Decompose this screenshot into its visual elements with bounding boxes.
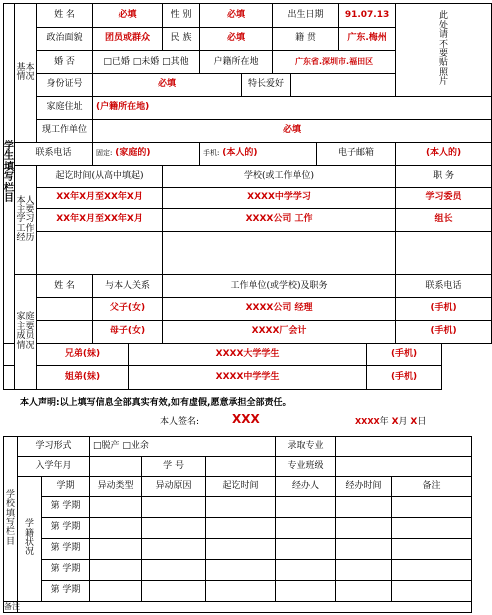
basic-info-group-label	[15, 4, 37, 143]
family-name[interactable]	[4, 366, 15, 390]
signature-label: 本人签名:	[160, 417, 200, 427]
month-unit: 月	[398, 417, 408, 427]
resume-row	[4, 232, 492, 275]
enroll-date-label: 入学年月	[18, 457, 90, 477]
email-value[interactable]: (本人的)	[396, 143, 492, 166]
major-label: 录取专业	[276, 437, 336, 457]
signature-value[interactable]: XXX	[232, 412, 260, 426]
marriage-label: 婚 否	[37, 51, 93, 74]
status-cell[interactable]	[142, 539, 206, 560]
status-cell[interactable]	[276, 497, 336, 518]
status-row	[4, 560, 472, 581]
status-cell[interactable]	[206, 539, 276, 560]
resume-time[interactable]	[37, 232, 163, 275]
status-row	[4, 497, 472, 518]
status-term: 第 学期	[42, 581, 90, 602]
status-header-type: 异动类型	[90, 477, 142, 497]
status-header-reason: 异动原因	[142, 477, 206, 497]
family-row	[4, 366, 492, 390]
family-name[interactable]	[37, 298, 93, 321]
status-cell[interactable]	[206, 518, 276, 539]
mobile-phone-field[interactable]	[200, 143, 317, 166]
resume-place[interactable]	[163, 232, 396, 275]
family-relation[interactable]: 母子(女)	[93, 320, 163, 343]
hukou-label: 户籍所在地	[200, 51, 273, 74]
status-cell[interactable]	[392, 497, 472, 518]
status-cell[interactable]	[90, 539, 142, 560]
family-group-text: 家庭主要成员情况	[16, 312, 35, 351]
family-header-phone: 联系电话	[396, 275, 492, 298]
home-phone-field[interactable]	[93, 143, 200, 166]
status-header-handle-time: 经办时间	[336, 477, 392, 497]
family-header-relation: 与本人关系	[93, 275, 163, 298]
resume-header-role: 职 务	[396, 166, 492, 188]
family-phone[interactable]: (手机)	[396, 320, 492, 343]
resume-role[interactable]: 学习委员	[396, 187, 492, 209]
status-cell[interactable]	[90, 560, 142, 581]
date-year: XXXX	[355, 417, 380, 426]
status-cell[interactable]	[90, 497, 142, 518]
family-name[interactable]	[37, 320, 93, 343]
status-cell[interactable]	[276, 581, 336, 602]
address-value[interactable]: (户籍所在地)	[93, 96, 492, 119]
status-cell[interactable]	[392, 539, 472, 560]
student-section-title	[4, 4, 15, 344]
status-cell[interactable]	[392, 581, 472, 602]
family-relation[interactable]: 兄弟(妹)	[37, 343, 129, 366]
enroll-date-value[interactable]	[90, 457, 142, 477]
family-relation[interactable]: 父子(女)	[93, 298, 163, 321]
ethnic-label: 民 族	[163, 27, 200, 51]
resume-role[interactable]: 组长	[396, 209, 492, 232]
remarks-value[interactable]	[18, 602, 472, 613]
address-label: 家庭住址	[37, 96, 93, 119]
resume-time[interactable]: XX年X月至XX年X月	[37, 209, 163, 232]
remarks-label: 备注	[4, 601, 20, 611]
family-relation[interactable]: 姐弟(妹)	[37, 366, 129, 390]
status-header-handler: 经办人	[276, 477, 336, 497]
family-phone[interactable]: (手机)	[367, 366, 442, 390]
mobile-phone-value: (本人的)	[222, 148, 258, 159]
status-cell[interactable]	[142, 581, 206, 602]
status-cell[interactable]	[276, 539, 336, 560]
resume-header-time: 起讫时间(从高中填起)	[37, 166, 163, 188]
status-header-term: 学期	[42, 477, 90, 497]
mobile-phone-prefix: 手机:	[203, 149, 220, 158]
declaration-text: 本人声明:以上填写信息全部真实有效,如有虚假,愿意承担全部责任。	[20, 398, 292, 408]
family-phone[interactable]: (手机)	[396, 298, 492, 321]
id-number-label: 身份证号	[37, 74, 93, 97]
id-number-value[interactable]: 必填	[93, 74, 242, 97]
family-row	[4, 320, 492, 343]
name-value[interactable]: 必填	[93, 4, 163, 28]
status-cell[interactable]	[392, 560, 472, 581]
family-work[interactable]: XXXX中学学生	[129, 366, 367, 390]
native-place-value[interactable]: 广东.梅州	[339, 27, 396, 51]
family-group-label	[15, 275, 37, 390]
status-header-remarks: 备注	[392, 477, 472, 497]
status-term: 第 学期	[42, 518, 90, 539]
home-phone-prefix: 固定:	[96, 149, 113, 158]
resume-row	[4, 209, 492, 232]
status-term: 第 学期	[42, 539, 90, 560]
name-label: 姓 名	[37, 4, 93, 28]
status-cell[interactable]	[142, 560, 206, 581]
status-row	[4, 539, 472, 560]
student-id-value[interactable]	[206, 457, 276, 477]
hobby-label: 特长爱好	[242, 74, 291, 97]
marriage-options[interactable]: □已婚 □未婚 □其他	[93, 51, 200, 74]
resume-time[interactable]: XX年X月至XX年X月	[37, 187, 163, 209]
status-header-period: 起讫时间	[206, 477, 276, 497]
status-row	[4, 581, 472, 602]
status-cell[interactable]	[276, 560, 336, 581]
ethnic-value[interactable]: 必填	[200, 27, 273, 51]
status-cell[interactable]	[206, 581, 276, 602]
gender-label: 性 别	[163, 4, 200, 28]
student-id-label: 学 号	[142, 457, 206, 477]
family-work[interactable]: XXXX厂会计	[163, 320, 396, 343]
photo-note: 此处请不要贴照片	[439, 11, 449, 88]
status-cell[interactable]	[142, 518, 206, 539]
status-cell[interactable]	[336, 560, 392, 581]
family-phone[interactable]: (手机)	[367, 343, 442, 366]
status-cell[interactable]	[392, 518, 472, 539]
email-label: 电子邮箱	[317, 143, 396, 166]
student-section-title-text: 学生填写栏目	[4, 140, 14, 205]
school-section-title	[4, 437, 18, 602]
status-cell[interactable]	[206, 560, 276, 581]
family-header-work: 工作单位(或学校)及职务	[163, 275, 396, 298]
hobby-value[interactable]	[291, 74, 396, 97]
status-cell[interactable]	[336, 539, 392, 560]
resume-group-text: 本人主要学习工作经历	[16, 195, 35, 244]
school-section-table	[3, 436, 472, 613]
family-work[interactable]: XXXX公司 经理	[163, 298, 396, 321]
status-row	[4, 518, 472, 539]
status-cell[interactable]	[90, 518, 142, 539]
family-row	[4, 343, 492, 366]
study-form-label: 学习形式	[18, 437, 90, 457]
family-header-name: 姓 名	[37, 275, 93, 298]
class-label: 专业班级	[276, 457, 336, 477]
day-unit: 日	[417, 417, 427, 427]
status-cell[interactable]	[206, 497, 276, 518]
resume-role[interactable]	[396, 232, 492, 275]
resume-header-place: 学校(或工作单位)	[163, 166, 396, 188]
family-work[interactable]: XXXX大学学生	[129, 343, 367, 366]
status-group-text: 学籍状况	[24, 519, 34, 558]
status-cell[interactable]	[276, 518, 336, 539]
family-name[interactable]	[4, 343, 15, 366]
status-cell[interactable]	[336, 518, 392, 539]
home-phone-value: (家庭的)	[115, 148, 151, 159]
status-term: 第 学期	[42, 560, 90, 581]
hukou-value[interactable]: 广东省.深圳市.福田区	[273, 51, 396, 74]
phone-label: 联系电话	[15, 143, 93, 166]
politics-value[interactable]: 团员或群众	[93, 27, 163, 51]
employer-label: 现工作单位	[37, 119, 93, 143]
birth-date-value[interactable]: 91.07.13	[339, 4, 396, 28]
photo-area[interactable]	[396, 4, 492, 97]
major-value[interactable]	[336, 437, 472, 457]
resume-place[interactable]: XXXX中学学习	[163, 187, 396, 209]
study-form-options[interactable]: □脱产 □业余	[90, 437, 276, 457]
employer-value[interactable]: 必填	[93, 119, 492, 143]
signature-date[interactable]	[355, 414, 426, 427]
gender-value[interactable]: 必填	[200, 4, 273, 28]
birth-date-label: 出生日期	[273, 4, 339, 28]
student-section-table	[3, 3, 492, 390]
school-section-title-text: 学校填写栏目	[5, 489, 15, 547]
date-month: X	[391, 417, 399, 427]
year-unit: 年	[379, 417, 389, 427]
signature-line	[0, 414, 474, 430]
status-cell[interactable]	[142, 497, 206, 518]
status-cell[interactable]	[336, 497, 392, 518]
politics-label: 政治面貌	[37, 27, 93, 51]
status-cell[interactable]	[90, 581, 142, 602]
native-place-label: 籍 贯	[273, 27, 339, 51]
family-row	[4, 298, 492, 321]
basic-info-group-text: 基本情况	[16, 62, 35, 83]
status-term: 第 学期	[42, 497, 90, 518]
resume-group-label	[15, 166, 37, 275]
resume-place[interactable]: XXXX公司 工作	[163, 209, 396, 232]
date-day: X	[410, 417, 418, 427]
class-value[interactable]	[336, 457, 472, 477]
resume-row	[4, 187, 492, 209]
status-cell[interactable]	[336, 581, 392, 602]
status-group-label	[18, 477, 42, 602]
